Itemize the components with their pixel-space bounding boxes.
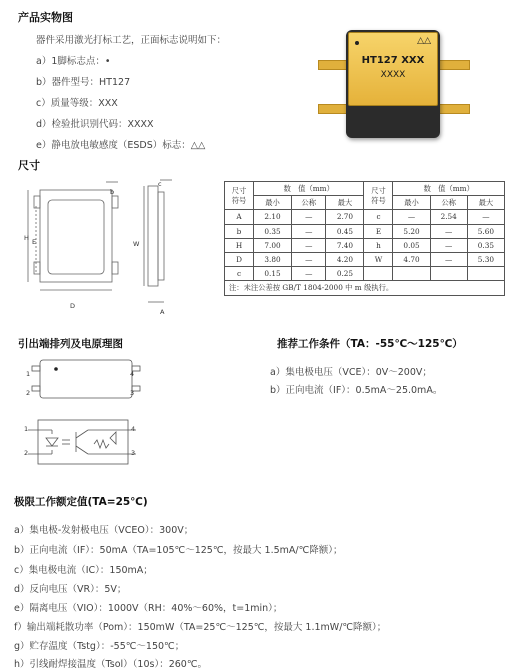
header-symbol: 尺寸 符号 (225, 182, 254, 210)
chip-line2: XXXX (380, 70, 406, 80)
table-row: A 2.10 — 2.70 c — 2.54 — (225, 210, 505, 224)
section-title-recommended: 推荐工作条件（TA：-55℃～125℃） (277, 338, 463, 350)
dim-label-D: D (70, 302, 76, 310)
marking-item: a）1脚标志点：• (36, 56, 111, 67)
dim-label-c: c (158, 180, 162, 188)
dim-label-E: E (32, 238, 37, 246)
header-max: 最大 (467, 196, 504, 210)
pin-label: 4 (130, 370, 135, 378)
header-value: 数 值（mm） (254, 182, 364, 196)
chip-lid (348, 32, 438, 106)
marking-intro: 器件采用激光打标工艺，正面标志说明如下： (36, 35, 227, 46)
rating-item: h）引线耐焊接温度（Tsol）（10s）：260℃。 (14, 659, 207, 670)
table-row: b 0.35 — 0.45 E 5.20 — 5.60 (225, 224, 505, 238)
header-symbol: 尺寸 符号 (364, 182, 393, 210)
rating-item: c）集电极电流（IC）：150mA； (14, 565, 153, 576)
dim-label-W: W (133, 240, 140, 248)
pinout-drawing (18, 356, 148, 468)
esds-mark: △△ (417, 36, 431, 46)
marking-item: b）器件型号：HT127 (36, 77, 131, 88)
dim-label-b: b (110, 188, 115, 196)
header-nominal: 公称 (292, 196, 326, 210)
recommended-item: b）正向电流（IF）：0.5mA～25.0mA。 (270, 385, 443, 396)
header-nominal: 公称 (430, 196, 467, 210)
dim-label-H: H (24, 234, 29, 242)
header-min: 最小 (393, 196, 430, 210)
rating-item: a）集电极-发射极电压（VCEO）：300V； (14, 525, 194, 536)
marking-item: e）静电放电敏感度（ESDS）标志：△△ (36, 140, 206, 151)
pin-label: 2 (26, 389, 31, 397)
header-min: 最小 (254, 196, 292, 210)
pin-label: 2 (24, 449, 29, 457)
rating-item: d）反向电压（VR）：5V； (14, 584, 127, 595)
section-title-dimensions: 尺寸 (18, 159, 40, 172)
chip-line1: HT127 XXX (361, 55, 425, 66)
pin1-dot (355, 41, 359, 45)
recommended-item: a）集电极电压（VCE）：0V～200V； (270, 367, 432, 378)
section-title-pinout: 引出端排列及电原理图 (18, 338, 123, 350)
rating-item: f）输出端耗散功率（Pom）：150mW（TA=25℃～125℃，按最大 1.1mW/℃降额）； (14, 622, 387, 633)
table-note: 注：未注公差按 GB/T 1804-2000 中 m 级执行。 (225, 281, 505, 296)
marking-item: d）检验批识别代码：XXXX (36, 119, 154, 130)
table-row: c 0.15 — 0.25 (225, 267, 505, 281)
section-title-photo: 产品实物图 (18, 11, 73, 24)
marking-item: c）质量等级：XXX (36, 98, 118, 109)
chip-photo (318, 24, 468, 142)
dimension-table (224, 181, 505, 296)
dimension-drawing (20, 178, 220, 318)
table-row: H 7.00 — 7.40 h 0.05 — 0.35 (225, 238, 505, 252)
pin-label: 1 (26, 370, 31, 378)
header-value: 数 值（mm） (393, 182, 505, 196)
section-title-absolute-max: 极限工作额定值(TA=25℃) (14, 496, 148, 508)
rating-item: g）贮存温度（Tstg）：-55℃～150℃； (14, 641, 185, 652)
dim-label-A: A (160, 308, 165, 316)
rating-item: b）正向电流（IF）：50mA（TA=105℃～125℃，按最大 1.5mA/℃降额）； (14, 545, 343, 556)
header-max: 最大 (326, 196, 364, 210)
table-row: D 3.80 — 4.20 W 4.70 — 5.30 (225, 252, 505, 266)
pin-label: 3 (131, 449, 136, 457)
pin-label: 3 (130, 389, 135, 397)
pin-label: 4 (131, 425, 136, 433)
pin-label: 1 (24, 425, 29, 433)
rating-item: e）隔离电压（VIO）：1000V（RH：40%～60%，t=1min）； (14, 603, 283, 614)
